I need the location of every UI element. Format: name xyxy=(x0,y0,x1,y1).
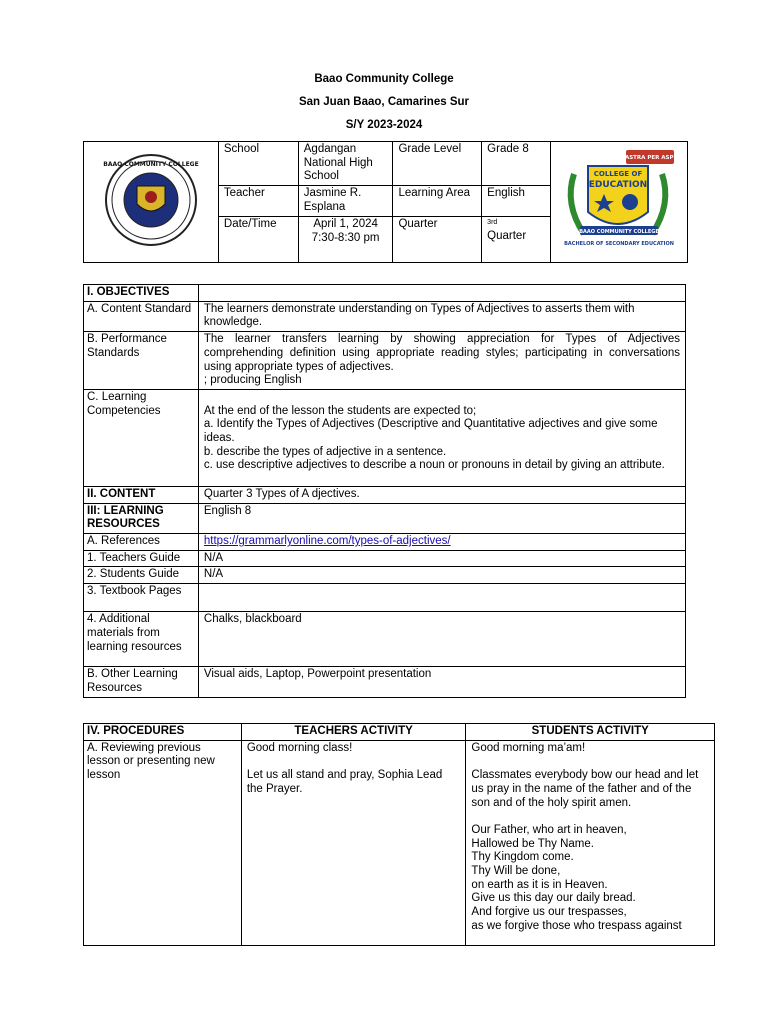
references-cell xyxy=(198,534,685,551)
references-link[interactable]: https://grammarlyonline.com/types-of-adjectives/ xyxy=(203,535,451,548)
teachers-guide-label: 1. Teachers Guide xyxy=(84,550,199,567)
teachers-activity-heading: TEACHERS ACTIVITY xyxy=(241,724,466,741)
school-value: Agdangan National High School xyxy=(298,142,393,186)
school-label: School xyxy=(218,142,298,186)
school-year: S/Y 2023-2024 xyxy=(345,119,423,131)
date-time-cell xyxy=(298,217,393,263)
procedures-table xyxy=(83,723,715,946)
other-resources-value: Visual aids, Laptop, Powerpoint presentation xyxy=(198,667,685,697)
logo-band-text: BAAO COMMUNITY COLLEGE xyxy=(579,228,659,235)
content-heading: II. CONTENT xyxy=(84,486,199,503)
area-value: English xyxy=(482,186,551,217)
quarter-sup: 3rd xyxy=(487,219,498,227)
quarter-label: Quarter xyxy=(393,217,482,263)
teacher-activity-text: Good morning class! Let us all stand and pray, Sophia Lead the Prayer. xyxy=(241,740,466,945)
info-table xyxy=(83,141,688,263)
college-address: San Juan Baao, Camarines Sur xyxy=(298,96,469,108)
logo-main-text: EDUCATION xyxy=(588,179,648,190)
student-activity-text: Good morning ma’am! Classmates everybody bow our head and let us pray in the name of the father and of the son and of the holy spirit amen. Our Father, who art in heaven, Hallowed be Thy Name. Thy Kingdom come. Thy Will be done, on earth as it is in Heaven. Give us this day our daily bread. And forgive us our trespasses, as we forgive those who trespass against xyxy=(466,740,715,945)
logo-top-text: COLLEGE OF xyxy=(593,169,643,178)
date-label: Date/Time xyxy=(218,217,298,263)
college-name: Baao Community College xyxy=(314,73,454,85)
left-logo-cell xyxy=(84,142,219,263)
objectives-heading: I. OBJECTIVES xyxy=(84,285,199,302)
seal-text: BAAO COMMUNITY COLLEGE xyxy=(103,160,199,168)
references-label: A. References xyxy=(84,534,199,551)
teachers-guide-value: N/A xyxy=(198,550,685,567)
teacher-label: Teacher xyxy=(218,186,298,217)
step-a-label: A. Reviewing previous lesson or presenting new lesson xyxy=(84,740,242,945)
teacher-value: Jasmine R. Esplana xyxy=(298,186,393,217)
lesson-plan-table xyxy=(83,284,686,698)
students-guide-value: N/A xyxy=(198,567,685,584)
performance-label: B. Performance Standards xyxy=(84,332,199,390)
grade-label: Grade Level xyxy=(393,142,482,186)
objectives-heading-blank xyxy=(198,285,685,302)
quarter-cell xyxy=(482,217,551,263)
content-standard-value: The learners demonstrate understanding on Types of Adjectives to asserts them with knowledge. xyxy=(198,301,685,331)
other-resources-label: B. Other Learning Resources xyxy=(84,667,199,697)
textbook-label: 3. Textbook Pages xyxy=(84,584,199,612)
textbook-value xyxy=(198,584,685,612)
quarter-value: Quarter xyxy=(487,230,527,243)
college-of-education-logo-icon xyxy=(554,144,684,256)
performance-value: The learner transfers learning by showing appreciation for Types of Adjectives comprehending definition using appropriate reading styles; participating in conversations using appropriate types of adjectives. ; producing English xyxy=(198,332,685,390)
right-logo-cell xyxy=(551,142,688,263)
students-guide-label: 2. Students Guide xyxy=(84,567,199,584)
additional-value: Chalks, blackboard xyxy=(198,612,685,667)
resources-heading: III: LEARNING RESOURCES xyxy=(84,503,199,533)
time-value: 7:30-8:30 pm xyxy=(311,231,380,244)
competencies-value: At the end of the lesson the students are expected to; a. Identify the Types of Adjectives (Descriptive and Quantitative adjectives and give some ideas. b. describe the types of adjective in a sentence. c. use descriptive adjectives to describe a noun or pronouns in detail by giving an attribute. xyxy=(198,389,685,486)
grade-value: Grade 8 xyxy=(482,142,551,186)
additional-label: 4. Additional materials from learning resources xyxy=(84,612,199,667)
resources-heading-value: English 8 xyxy=(198,503,685,533)
logo-bottom-text: BACHELOR OF SECONDARY EDUCATION xyxy=(564,240,674,247)
content-value: Quarter 3 Types of A djectives. xyxy=(198,486,685,503)
date-value: April 1, 2024 xyxy=(313,218,378,231)
competencies-label: C. Learning Competencies xyxy=(84,389,199,486)
students-activity-heading: STUDENTS ACTIVITY xyxy=(466,724,715,741)
content-standard-label: A. Content Standard xyxy=(84,301,199,331)
procedures-heading: IV. PROCEDURES xyxy=(84,724,242,741)
logo-motto: AD ASTRA PER ASPERA xyxy=(614,154,684,161)
baao-community-college-seal-icon xyxy=(90,152,212,248)
area-label: Learning Area xyxy=(393,186,482,217)
